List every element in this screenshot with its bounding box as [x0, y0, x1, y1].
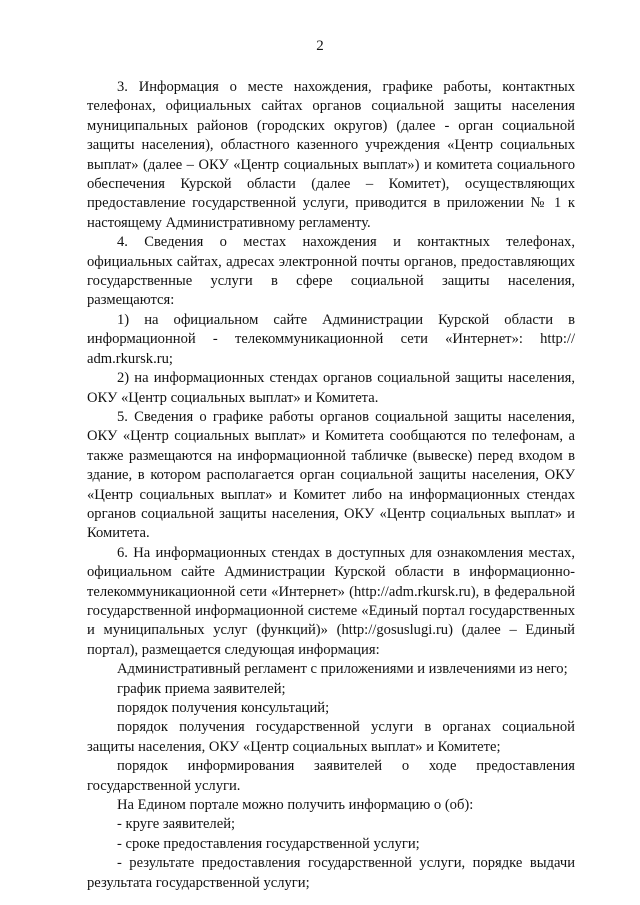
- page-number: 2: [316, 38, 324, 54]
- portal-info-intro: На Едином портале можно получить информацию о (об):: [117, 797, 474, 814]
- list-item: - сроке предоставления государственной услуги;: [117, 835, 420, 852]
- paragraph-6: 6. На информационных стендах в доступных для ознакомления местах, официальном сайте Администрации Курской области в информационно-телекоммуникационной сети «Интернет» (http://adm.rkursk.ru), в федеральной государственной информационной системе «Единый портал государственных и муниципальных услуг (функций)» (http://gosuslugi.ru) (далее – Единый портал), размещается следующая информация:: [87, 544, 575, 658]
- paragraph-5: 5. Сведения о графике работы органов социальной защиты населения, ОКУ «Центр социальных выплат» и Комитета сообщаются по телефонам, а также размещаются на информационной табличке (вывеске) перед входом в здание, в котором располагается орган социальной защиты населения, ОКУ «Центр социальных выплат» и Комитет либо на информационных стендах органов социальной защиты населения, ОКУ «Центр социальных выплат» и Комитета.: [87, 408, 575, 542]
- paragraph-4: 4. Сведения о местах нахождения и контактных телефонах, официальных сайтах, адресах электронной почты органов, предоставляющих государственные услуги в сфере социальной защиты населения, размещаются:: [87, 234, 575, 309]
- list-item: Административный регламент с приложениями и извлечениями из него;: [117, 661, 568, 678]
- list-item: 1) на официальном сайте Администрации Курской области в информационной - телекоммуникационной сети «Интернет»: http:// adm.rkursk.ru;: [87, 311, 575, 367]
- list-item: - результате предоставления государственной услуги, порядке выдачи результата государственной услуги;: [87, 855, 575, 891]
- list-item: порядок получения государственной услуги в органах социальной защиты населения, ОКУ «Центр социальных выплат» и Комитете;: [87, 719, 575, 755]
- list-item: порядок информирования заявителей о ходе предоставления государственной услуги.: [87, 758, 575, 794]
- list-item: порядок получения консультаций;: [117, 700, 330, 716]
- list-item: график приема заявителей;: [117, 680, 286, 697]
- document-body: [87, 78, 575, 893]
- list-item: 2) на информационных стендах органов социальной защиты населения, ОКУ «Центр социальных выплат» и Комитета.: [87, 370, 575, 406]
- list-item: - круге заявителей;: [117, 816, 236, 833]
- paragraph-3: 3. Информация о месте нахождения, графике работы, контактных телефонах, официальных сайтах органов социальной защиты населения муниципальных районов (городских округов) (далее - орган социальной защиты населения), областного казенного учреждения «Центр социальных выплат» (далее – ОКУ «Центр социальных выплат») и комитета социального обеспечения Курской области (далее – Комитет), осуществляющих предоставление государственной услуги, приводится в приложении № 1 к настоящему Административному регламенту.: [87, 79, 575, 231]
